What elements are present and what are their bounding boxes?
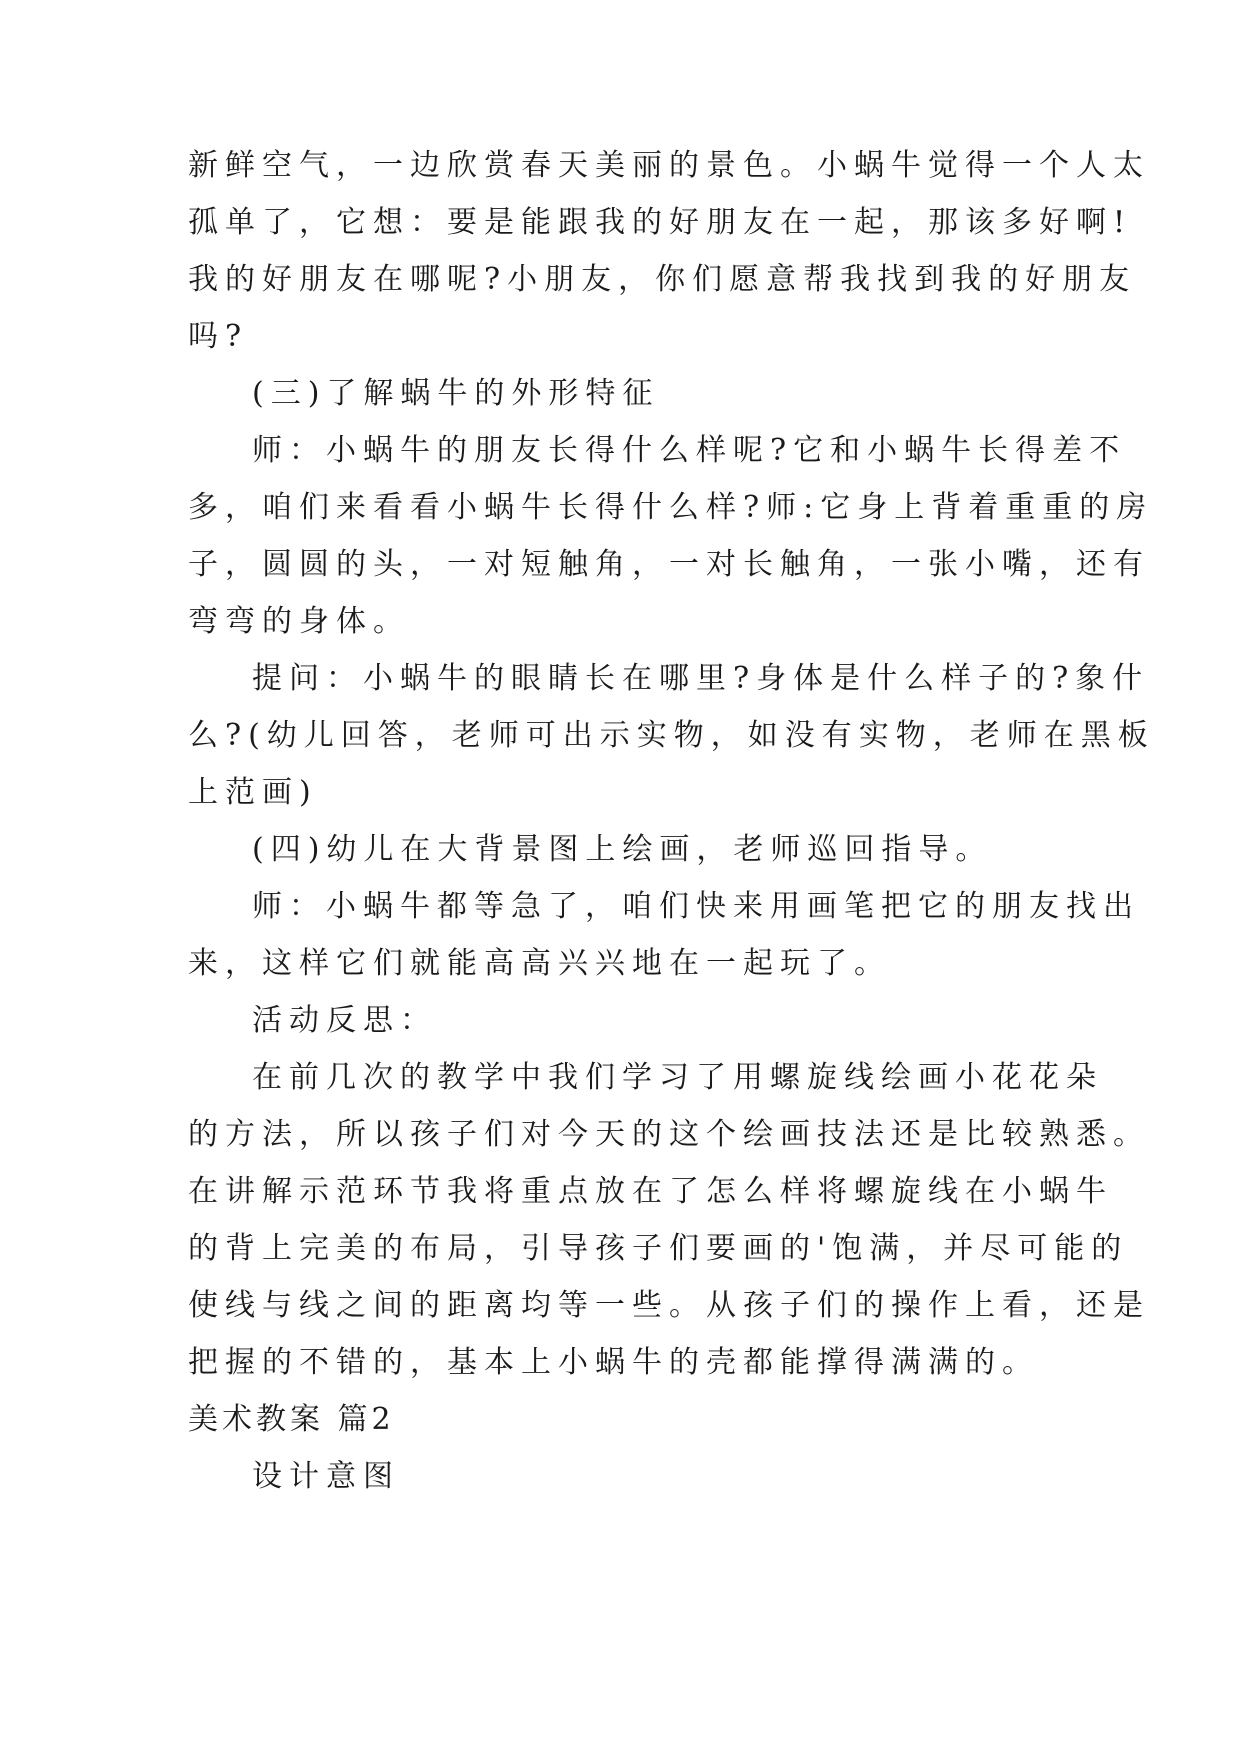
paragraph-start: 师：小蜗牛的朋友长得什么样呢?它和小蜗牛长得差不	[252, 433, 1127, 468]
text-line: 的背上完美的布局，引导孩子们要画的'饱满，并尽可能的	[188, 1231, 1129, 1266]
text-line: 弯弯的身体。	[188, 604, 410, 639]
paragraph-start: 提问：小蜗牛的眼睛长在哪里?身体是什么样子的?象什	[252, 661, 1150, 696]
text-line: 多，咱们来看看小蜗牛长得什么样?师:它身上背着重重的房	[188, 490, 1154, 525]
text-line: 子，圆圆的头，一对短触角，一对长触角，一张小嘴，还有	[188, 547, 1150, 582]
text-line: 孤单了，它想：要是能跟我的好朋友在一起，那该多好啊!	[188, 205, 1133, 240]
text-line: 在讲解示范环节我将重点放在了怎么样将螺旋线在小蜗牛	[188, 1174, 1113, 1209]
section-heading: 活动反思：	[252, 1003, 437, 1038]
section-heading: (三)了解蜗牛的外形特征	[252, 376, 660, 411]
document-title: 美术教案 篇2	[188, 1402, 395, 1437]
paragraph-start: 师：小蜗牛都等急了，咱们快来用画笔把它的朋友找出	[252, 889, 1140, 924]
text-line: 新鲜空气，一边欣赏春天美丽的景色。小蜗牛觉得一个人太	[188, 148, 1150, 183]
text-line: 吗?	[188, 319, 249, 354]
text-line: 的方法，所以孩子们对今天的这个绘画技法还是比较熟悉。	[188, 1117, 1150, 1152]
paragraph-start: 在前几次的教学中我们学习了用螺旋线绘画小花花朵	[252, 1060, 1103, 1095]
text-line: 使线与线之间的距离均等一些。从孩子们的操作上看，还是	[188, 1288, 1150, 1323]
text-line: 来，这样它们就能高高兴兴地在一起玩了。	[188, 946, 891, 981]
text-line: 把握的不错的，基本上小蜗牛的壳都能撑得满满的。	[188, 1345, 1039, 1380]
text-line: 么?(幼儿回答，老师可出示实物，如没有实物，老师在黑板	[188, 718, 1155, 753]
section-heading: 设计意图	[252, 1459, 400, 1494]
text-line: 上范画)	[188, 775, 318, 810]
section-heading: (四)幼儿在大背景图上绘画，老师巡回指导。	[252, 832, 993, 867]
text-line: 我的好朋友在哪呢?小朋友，你们愿意帮我找到我的好朋友	[188, 262, 1137, 297]
